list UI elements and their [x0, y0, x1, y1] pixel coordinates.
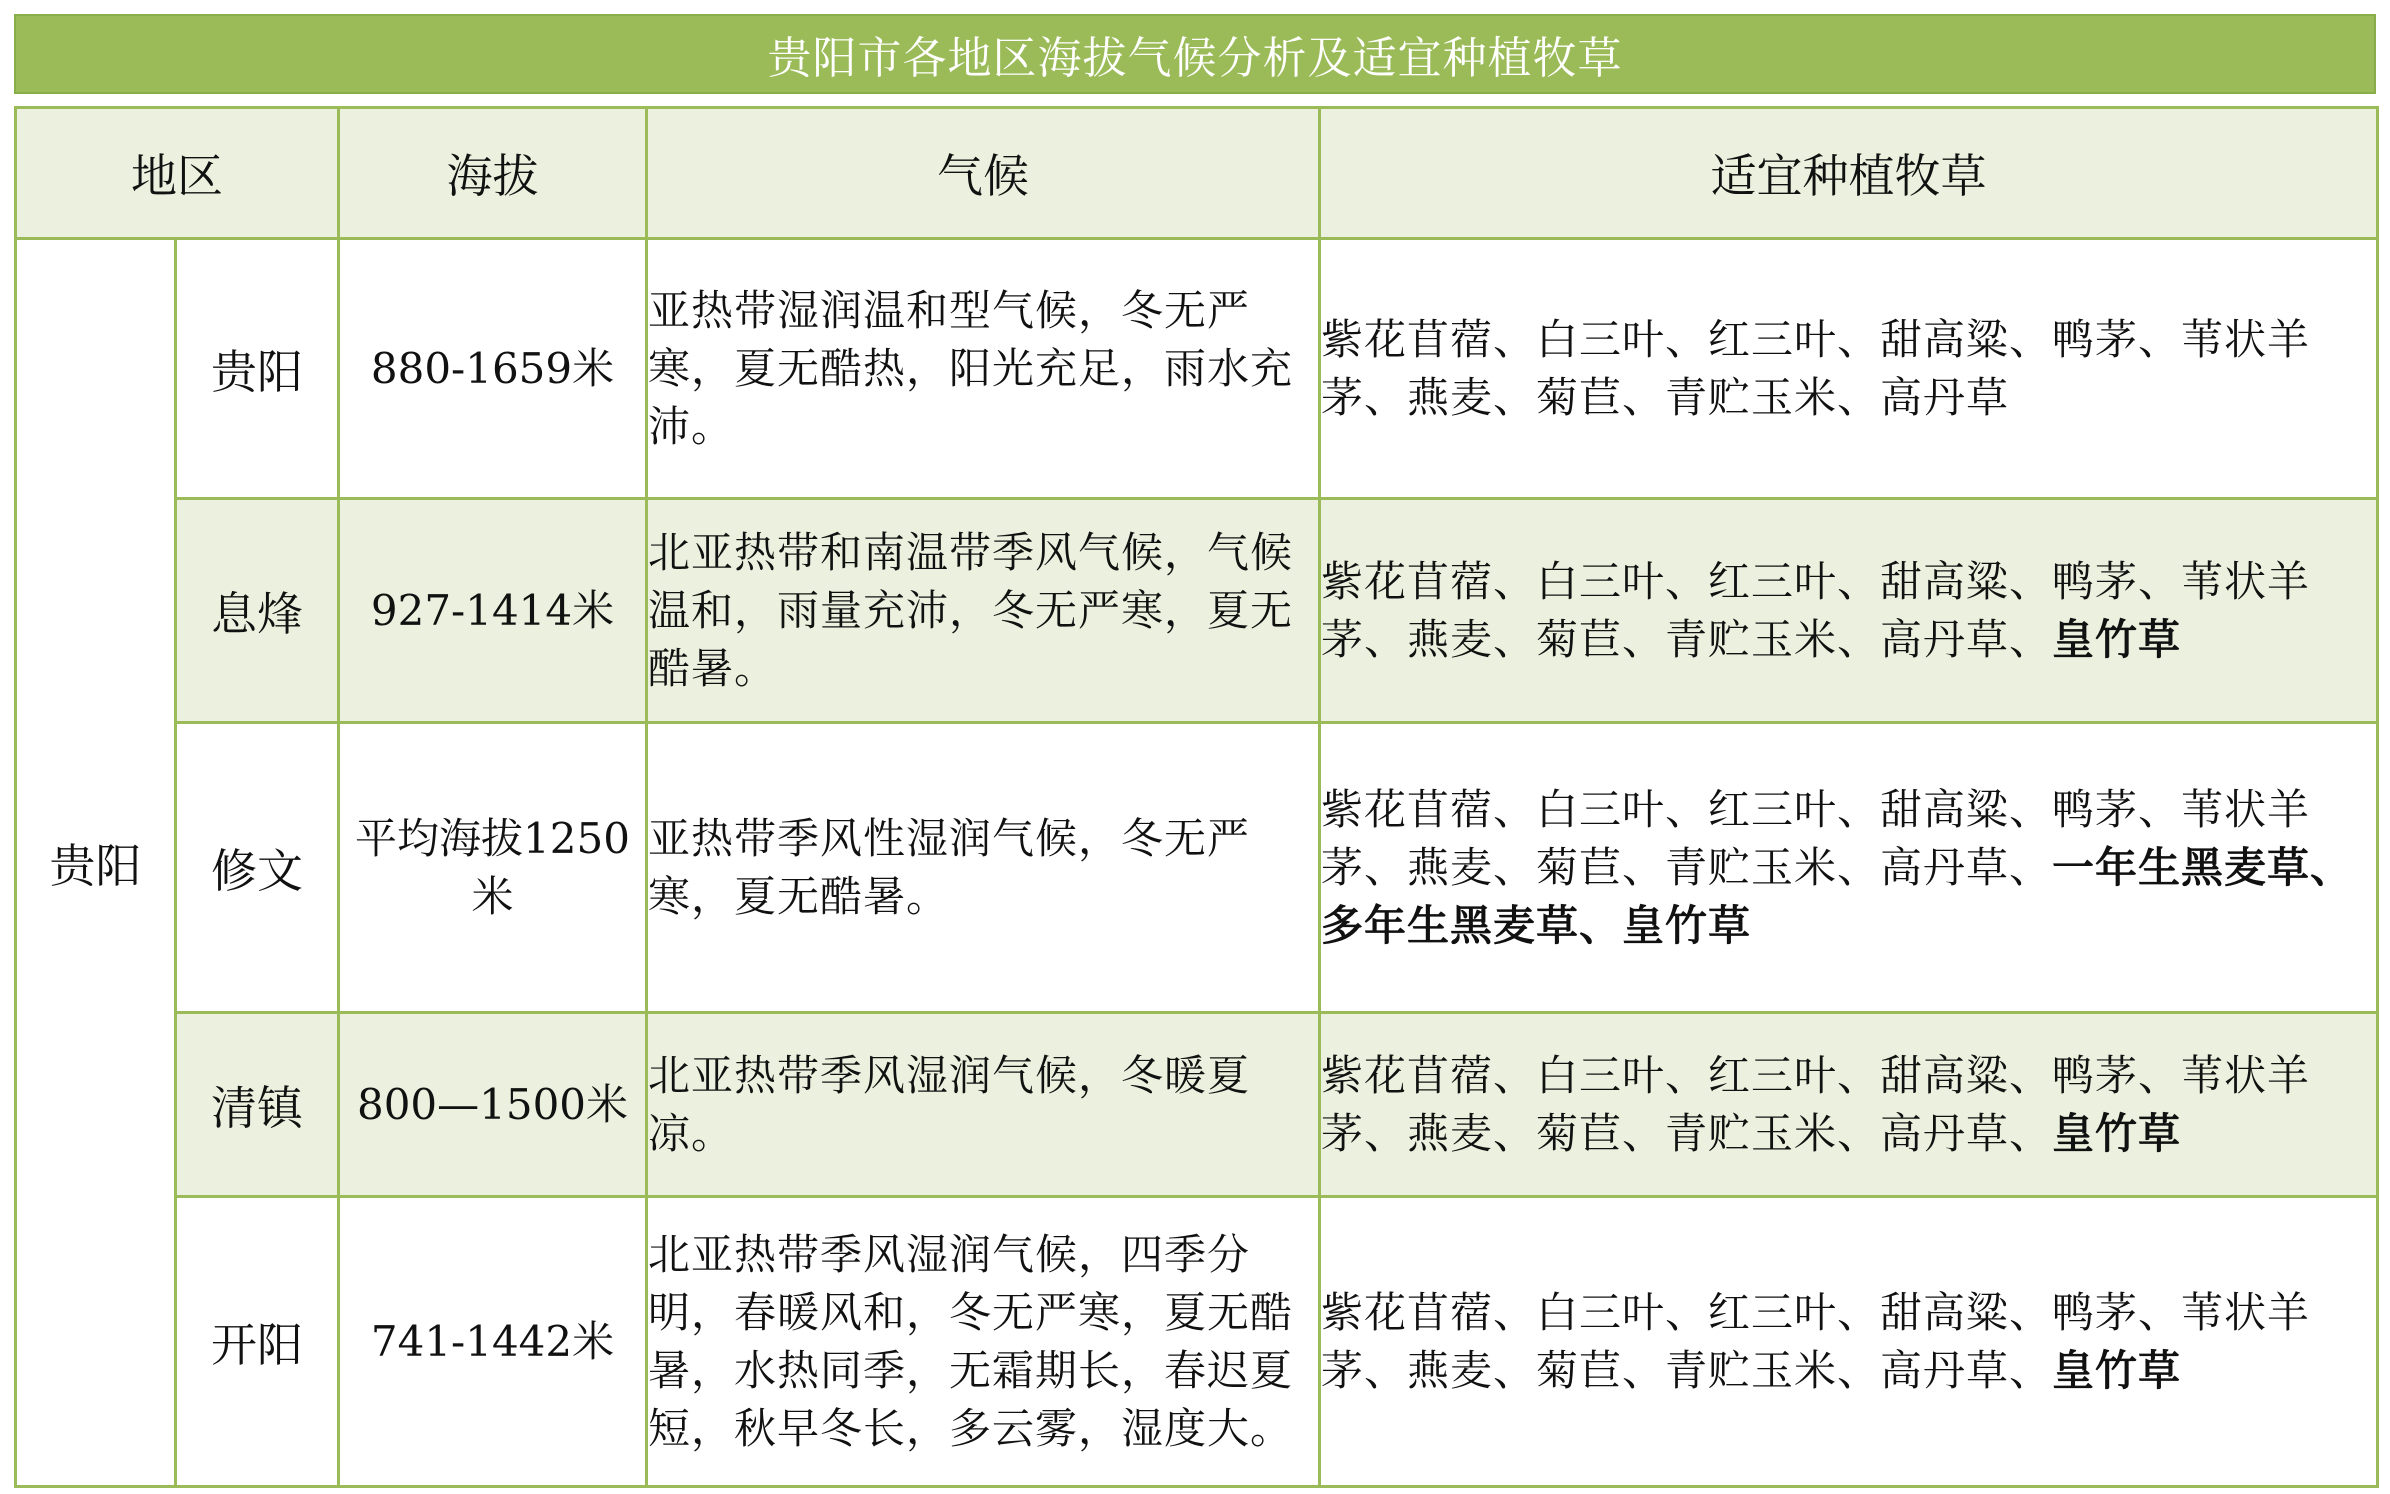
grass-list: 紫花苜蓿、白三叶、红三叶、甜高粱、鸭茅、苇状羊茅、燕麦、菊苣、青贮玉米、高丹草、 [1321, 556, 2311, 664]
climate-cell: 北亚热带季风湿润气候，四季分明，春暖风和，冬无严寒，夏无酷暑，水热同季，无霜期长，春迟夏短，秋早冬长，多云雾，湿度大。 [647, 1197, 1320, 1487]
altitude-cell: 880-1659米 [339, 239, 647, 499]
region-cell: 开阳 [176, 1197, 339, 1487]
grass-extra: 皇竹草 [2052, 1345, 2182, 1395]
region-cell: 修文 [176, 723, 339, 1013]
climate-cell: 亚热带季风性湿润气候，冬无严寒，夏无酷暑。 [647, 723, 1320, 1013]
climate-cell: 北亚热带季风湿润气候，冬暖夏凉。 [647, 1013, 1320, 1197]
header-row [16, 108, 2378, 239]
city-cell: 贵阳 [16, 239, 176, 1487]
table-row [16, 1197, 2378, 1487]
table-title: 贵阳市各地区海拔气候分析及适宜种植牧草 [14, 14, 2376, 94]
altitude-cell: 741-1442米 [339, 1197, 647, 1487]
grass-extra: 皇竹草 [2052, 1108, 2182, 1158]
table-row [16, 239, 2378, 499]
data-table [14, 106, 2379, 1488]
header-climate: 气候 [647, 108, 1320, 239]
grass-list: 紫花苜蓿、白三叶、红三叶、甜高粱、鸭茅、苇状羊茅、燕麦、菊苣、青贮玉米、高丹草、 [1321, 1050, 2311, 1158]
climate-cell: 亚热带湿润温和型气候，冬无严寒，夏无酷热，阳光充足，雨水充沛。 [647, 239, 1320, 499]
table-row [16, 499, 2378, 723]
climate-grass-table-sheet [14, 14, 2376, 1482]
altitude-cell: 800—1500米 [339, 1013, 647, 1197]
region-cell: 贵阳 [176, 239, 339, 499]
table-row [16, 1013, 2378, 1197]
title-gap [14, 94, 2376, 106]
region-cell: 清镇 [176, 1013, 339, 1197]
grass-cell [1320, 1197, 2378, 1487]
grass-list: 紫花苜蓿、白三叶、红三叶、甜高粱、鸭茅、苇状羊茅、燕麦、菊苣、青贮玉米、高丹草、 [1321, 1287, 2311, 1395]
grass-list: 紫花苜蓿、白三叶、红三叶、甜高粱、鸭茅、苇状羊茅、燕麦、菊苣、青贮玉米、高丹草 [1321, 314, 2311, 422]
region-cell: 息烽 [176, 499, 339, 723]
header-grass: 适宜种植牧草 [1320, 108, 2378, 239]
grass-cell [1320, 723, 2378, 1013]
altitude-cell: 927-1414米 [339, 499, 647, 723]
header-region: 地区 [16, 108, 339, 239]
grass-list: 紫花苜蓿、白三叶、红三叶、甜高粱、鸭茅、苇状羊茅、燕麦、菊苣、青贮玉米、高丹草、 [1321, 784, 2311, 892]
grass-cell [1320, 499, 2378, 723]
grass-cell [1320, 239, 2378, 499]
altitude-cell: 平均海拔1250米 [339, 723, 647, 1013]
climate-cell: 北亚热带和南温带季风气候，气候温和，雨量充沛，冬无严寒，夏无酷暑。 [647, 499, 1320, 723]
grass-extra: 皇竹草 [2052, 614, 2182, 664]
grass-extra: 一年生黑麦草、多年生黑麦草、皇竹草 [1321, 842, 2354, 950]
table-row [16, 723, 2378, 1013]
header-altitude: 海拔 [339, 108, 647, 239]
grass-cell [1320, 1013, 2378, 1197]
